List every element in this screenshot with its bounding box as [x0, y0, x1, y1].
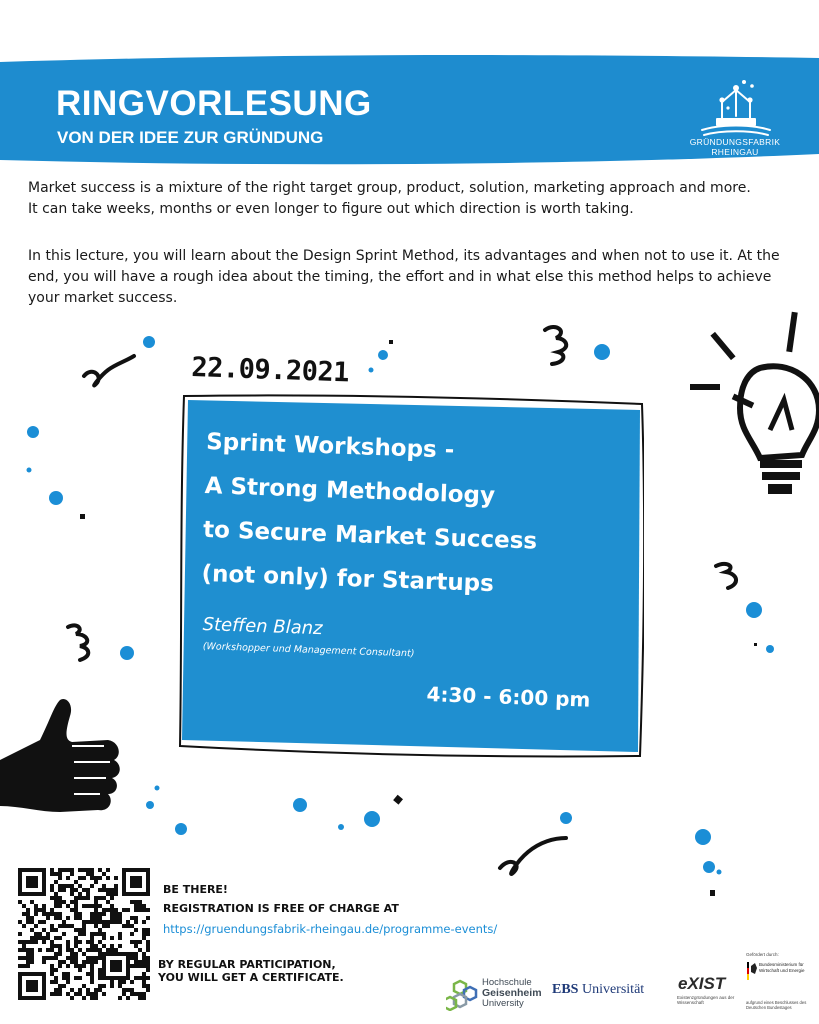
registration-text: REGISTRATION IS FREE OF CHARGE AT [163, 902, 399, 915]
geisenheim-line3: University [482, 998, 524, 1009]
certificate-text-line2: YOU WILL GET A CERTIFICATE. [158, 971, 344, 984]
lightbulb-icon [690, 312, 819, 494]
qr-code-icon[interactable] [18, 868, 150, 1000]
page-title: RINGVORLESUNG [56, 84, 372, 123]
geisenheim-line1: Hochschule [482, 977, 532, 988]
speaker-role: (Workshopper und Management Consultant) [202, 641, 415, 660]
event-time: 4:30 - 6:00 pm [426, 682, 591, 712]
certificate-text-line1: BY REGULAR PARTICIPATION, [158, 958, 336, 971]
intro-line: Market success is a mixture of the right target group, product, solution, marketing approach and more. [28, 180, 751, 196]
thumbs-up-icon [0, 699, 120, 812]
intro-line: your market success. [28, 290, 178, 306]
be-there-text: BE THERE! [163, 883, 228, 896]
bmwi-funded-label: Gefördert durch: [746, 952, 779, 957]
brand-name-line2: RHEINGAU [711, 147, 759, 157]
bmwi-name: Bundesministerium für Wirtschaft und Energie [759, 962, 805, 973]
brand-name-line1: GRÜNDUNGSFABRIK [689, 137, 781, 147]
ebs-logo [552, 982, 644, 998]
bmwi-decision: aufgrund eines Beschlusses des Deutschen Bundestages [746, 1000, 807, 1010]
ebs-logo-rest: Universität [578, 982, 645, 997]
talk-title-line: to Secure Market Success [202, 516, 538, 555]
speaker-name: Steffen Blanz [202, 614, 323, 640]
exist-logo: eXIST [678, 974, 726, 993]
page-subtitle: VON DER IDEE ZUR GRÜNDUNG [57, 128, 324, 147]
intro-line: end, you will have a rough idea about the timing, the effort and in what else this method helps to achieve [28, 269, 772, 285]
intro-line: In this lecture, you will learn about the Design Sprint Method, its advantages and when not to use it. At the [28, 248, 780, 264]
exist-subtitle: Existenzgründungen aus der Wissenschaft [677, 995, 735, 1005]
ebs-logo-bold: EBS [552, 982, 579, 997]
geisenheim-line2: Geisenheim [482, 987, 542, 999]
intro-line: It can take weeks, months or even longer to figure out which direction is worth taking. [28, 201, 634, 217]
registration-link[interactable]: https://gruendungsfabrik-rheingau.de/programme-events/ [163, 922, 498, 936]
event-date: 22.09.2021 [190, 352, 350, 389]
talk-title-line: A Strong Methodology [204, 472, 496, 510]
talk-title-line: Sprint Workshops - [205, 428, 455, 464]
talk-title [201, 420, 627, 611]
talk-title-line: (not only) for Startups [201, 560, 495, 598]
